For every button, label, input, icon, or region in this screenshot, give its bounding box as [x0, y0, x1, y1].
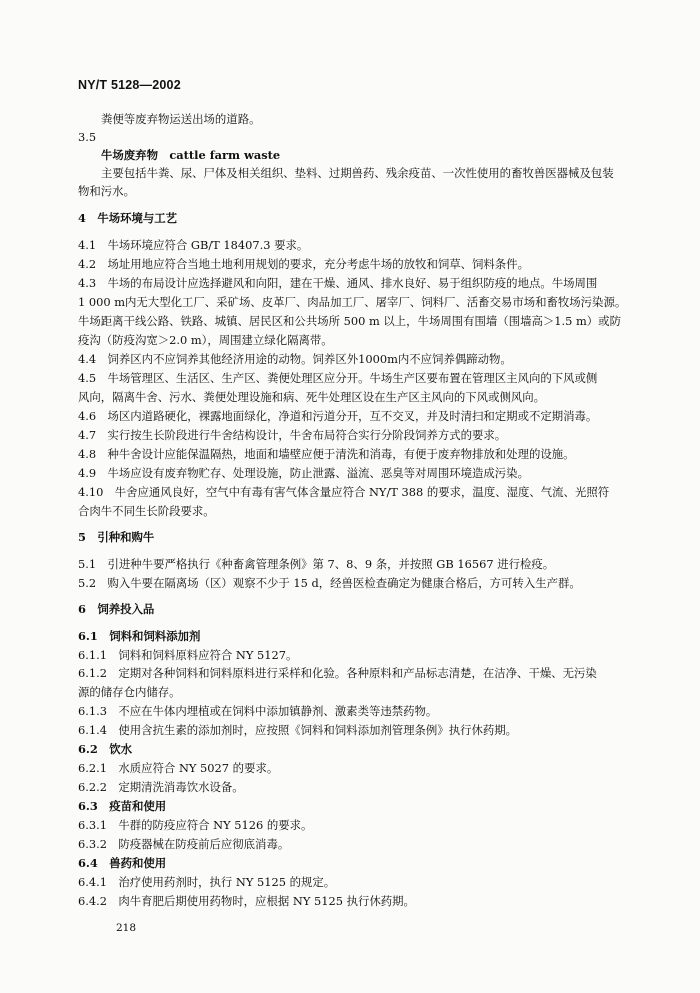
text-line: 合肉牛不同生长阶段要求。 [78, 504, 215, 518]
term-heading: 牛场废弃物 cattle farm waste [101, 148, 281, 162]
subsection-heading: 6.3 疫苗和使用 [78, 799, 167, 813]
text-line: 4.2 场址用地应符合当地土地利用规划的要求，充分考虑牛场的放牧和饲草、饲料条件。 [78, 257, 529, 271]
text-line: 6.4.2 肉牛育肥后期使用药物时，应根据 NY 5125 执行休药期。 [78, 894, 415, 908]
section-heading: 5 引种和购牛 [78, 530, 155, 544]
text-line: 疫沟（防疫沟宽＞2.0 m），周围建立绿化隔离带。 [78, 333, 333, 347]
text-line: 6.2.2 定期清洗消毒饮水设备。 [78, 780, 244, 794]
text-line: 粪便等废弃物运送出场的道路。 [101, 112, 261, 126]
text-line: 4.1 牛场环境应符合 GB/T 18407.3 要求。 [78, 238, 309, 252]
text-line: 4.5 牛场管理区、生活区、生产区、粪便处理区应分开。牛场生产区要布置在管理区主风向的下风或侧 [78, 371, 598, 385]
section-heading: 4 牛场环境与工艺 [78, 211, 178, 225]
text-line: 6.1.3 不应在牛体内埋植或在饲料中添加镇静剂、激素类等违禁药物。 [78, 704, 438, 718]
page-number: 218 [116, 922, 137, 934]
text-line: 6.3.1 牛群的防疫应符合 NY 5126 的要求。 [78, 818, 313, 832]
text-line: 6.1.2 定期对各种饲料和饲料原料进行采样和化验。各种原料和产品标志清楚，在洁净、干燥、无污染 [78, 666, 597, 680]
text-line: 6.4.1 治疗使用药剂时，执行 NY 5125 的规定。 [78, 875, 336, 889]
text-line: 风向，隔离牛舍、污水、粪便处理设施和病、死牛处理区设在生产区主风向的下风或侧风向。 [78, 390, 546, 404]
subsection-heading: 6.2 饮水 [78, 742, 132, 756]
subsection-heading: 6.4 兽药和使用 [78, 856, 167, 870]
text-line: 6.2.1 水质应符合 NY 5027 的要求。 [78, 761, 279, 775]
text-line: 5.2 购入牛要在隔离场（区）观察不少于 15 d，经兽医检查确定为健康合格后，方可转入生产群。 [78, 576, 581, 590]
clause-number: 3.5 [78, 130, 97, 144]
text-line: 4.10 牛舍应通风良好，空气中有毒有害气体含量应符合 NY/T 388 的要求，温度、湿度、气流、光照符 [78, 485, 610, 499]
text-line: 牛场距离干线公路、铁路、城镇、居民区和公共场所 500 m 以上，牛场周围有围墙（围墙高＞1.5 m）或防 [78, 314, 621, 328]
text-line: 4.8 种牛舍设计应能保温隔热，地面和墙壁应便于清洗和消毒，有便于废弃物排放和处理的设施。 [78, 447, 575, 461]
text-line: 4.4 饲养区内不应饲养其他经济用途的动物。饲养区外1000m内不应饲养偶蹄动物。 [78, 352, 512, 366]
text-line: 物和污水。 [78, 184, 135, 198]
text-line: 4.7 实行按生长阶段进行牛舍结构设计，牛舍布局符合实行分阶段饲养方式的要求。 [78, 428, 507, 442]
text-line: 6.3.2 防疫器械在防疫前后应彻底消毒。 [78, 837, 290, 851]
text-line: 4.9 牛场应设有废弃物贮存、处理设施，防止泄露、溢流、恶臭等对周围环境造成污染。 [78, 466, 529, 480]
text-line: 6.1.1 饲料和饲料原料应符合 NY 5127。 [78, 648, 298, 662]
standard-header: NY/T 5128—2002 [78, 78, 181, 92]
text-line: 4.6 场区内道路硬化，裸露地面绿化，净道和污道分开，互不交叉，并及时清扫和定期或不定期消毒。 [78, 409, 598, 423]
text-line: 6.1.4 使用含抗生素的添加剂时，应按照《饲料和饲料添加剂管理条例》执行休药期。 [78, 723, 518, 737]
text-line: 主要包括牛粪、尿、尸体及相关组织、垫料、过期兽药、残余疫苗、一次性使用的畜牧兽医器械及包装 [101, 166, 614, 180]
text-line: 5.1 引进种牛要严格执行《种畜禽管理条例》第 7、8、9 条，并按照 GB 16567 进行检疫。 [78, 557, 555, 571]
text-line: 1 000 m内无大型化工厂、采矿场、皮革厂、肉品加工厂、屠宰厂、饲料厂、活畜交易市场和畜牧场污染源。 [78, 295, 627, 309]
section-heading: 6 饲养投入品 [78, 602, 155, 616]
subsection-heading: 6.1 饲料和饲料添加剂 [78, 629, 201, 643]
text-line: 源的储存仓内储存。 [78, 685, 181, 699]
text-line: 4.3 牛场的布局设计应选择避风和向阳，建在干燥、通风、排水良好、易于组织防疫的地点。牛场周围 [78, 276, 598, 290]
